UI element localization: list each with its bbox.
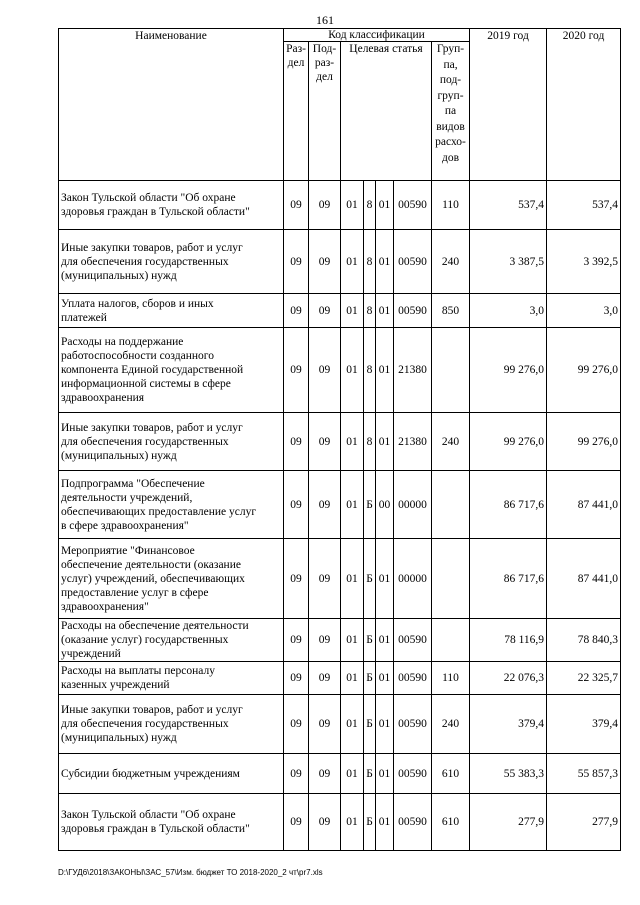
row-name-line: компонента Единой государственной [61,364,244,376]
row-section: 09 [284,662,309,695]
row-target-direction: 21380 [394,413,432,471]
table-row [59,539,621,619]
row-amount-2020: 99 276,0 [547,413,621,471]
row-target-direction: 00590 [394,619,432,662]
header-target-article: Целевая статья [341,42,432,181]
row-name [59,539,284,619]
row-section: 09 [284,754,309,794]
header-section: Раз- дел [284,42,309,181]
row-target-direction: 00590 [394,662,432,695]
row-name-line: обеспечивающих предоставление услуг [61,505,257,518]
row-name-line: здравоохранения" [61,600,149,613]
row-expense-group: 240 [432,413,470,471]
row-target-subprogram: Б [364,471,376,539]
row-target-program: 01 [341,413,364,471]
row-subsection: 09 [309,230,341,294]
table-row [59,619,621,662]
row-name [59,794,284,851]
table-body [59,181,621,851]
row-subsection: 09 [309,328,341,413]
row-name [59,413,284,471]
row-name-line: Расходы на выплаты персоналу [61,665,215,677]
table-header [59,29,621,181]
row-name-line: Иные закупки товаров, работ и услуг [61,421,243,434]
row-name [59,471,284,539]
row-amount-2020: 99 276,0 [547,328,621,413]
row-target-event: 01 [376,619,394,662]
table-row [59,754,621,794]
row-section: 09 [284,413,309,471]
row-amount-2020: 537,4 [547,181,621,230]
row-expense-group: 610 [432,794,470,851]
row-section: 09 [284,794,309,851]
row-name [59,294,284,328]
row-amount-2019: 99 276,0 [470,328,547,413]
row-amount-2019: 379,4 [470,695,547,754]
row-target-program: 01 [341,328,364,413]
row-target-subprogram: Б [364,539,376,619]
row-amount-2020: 3,0 [547,294,621,328]
row-expense-group [432,539,470,619]
row-target-program: 01 [341,230,364,294]
row-amount-2019: 86 717,6 [470,471,547,539]
row-name-line: для обеспечения государственных [61,435,229,448]
row-target-subprogram: 8 [364,413,376,471]
row-subsection: 09 [309,539,341,619]
row-target-program: 01 [341,794,364,851]
row-expense-group: 610 [432,754,470,794]
row-subsection: 09 [309,619,341,662]
row-target-subprogram: Б [364,662,376,695]
row-target-direction: 00000 [394,539,432,619]
row-name-line: Расходы на поддержание [61,336,184,348]
row-name-line: предоставление услуг в сфере [61,586,209,599]
row-amount-2020: 277,9 [547,794,621,851]
row-target-direction: 21380 [394,328,432,413]
row-expense-group [432,328,470,413]
row-amount-2019: 3 387,5 [470,230,547,294]
row-amount-2020: 87 441,0 [547,471,621,539]
row-target-event: 01 [376,413,394,471]
row-target-event: 01 [376,794,394,851]
row-amount-2020: 379,4 [547,695,621,754]
header-2020: 2020 год [547,29,621,181]
row-section: 09 [284,695,309,754]
row-amount-2020: 3 392,5 [547,230,621,294]
row-name-line: Мероприятие "Финансовое [61,544,195,557]
row-amount-2019: 22 076,3 [470,662,547,695]
row-name-line: (оказание услуг) государственных [61,634,229,646]
row-target-subprogram: Б [364,754,376,794]
row-name-line: обеспечение деятельности (оказание [61,558,241,571]
row-expense-group: 850 [432,294,470,328]
row-amount-2020: 87 441,0 [547,539,621,619]
row-target-subprogram: Б [364,794,376,851]
row-target-event: 01 [376,662,394,695]
table-row [59,662,621,695]
row-name [59,181,284,230]
row-subsection: 09 [309,662,341,695]
row-name-line: (муниципальных) нужд [61,732,177,744]
row-amount-2019: 86 717,6 [470,539,547,619]
row-target-event: 01 [376,294,394,328]
table-row [59,181,621,230]
table-row [59,413,621,471]
row-target-program: 01 [341,471,364,539]
row-target-direction: 00590 [394,294,432,328]
row-section: 09 [284,328,309,413]
row-name-line: здоровья граждан в Тульской области" [61,206,250,218]
row-target-direction: 00590 [394,794,432,851]
row-target-event: 01 [376,181,394,230]
row-subsection: 09 [309,181,341,230]
row-name [59,328,284,413]
row-target-subprogram: Б [364,619,376,662]
row-name-line: для обеспечения государственных [61,255,229,268]
row-amount-2019: 3,0 [470,294,547,328]
table-row [59,294,621,328]
row-target-program: 01 [341,539,364,619]
row-name-line: (муниципальных) нужд [61,269,177,282]
row-target-subprogram: Б [364,695,376,754]
row-amount-2019: 78 116,9 [470,619,547,662]
row-section: 09 [284,294,309,328]
row-amount-2019: 55 383,3 [470,754,547,794]
row-target-program: 01 [341,754,364,794]
row-section: 09 [284,539,309,619]
row-target-event: 00 [376,471,394,539]
table-row [59,328,621,413]
row-amount-2020: 22 325,7 [547,662,621,695]
row-expense-group: 110 [432,181,470,230]
row-target-program: 01 [341,294,364,328]
row-target-direction: 00590 [394,754,432,794]
row-subsection: 09 [309,695,341,754]
header-name: Наименование [59,29,284,181]
row-expense-group: 240 [432,695,470,754]
row-subsection: 09 [309,754,341,794]
row-name-line: (муниципальных) нужд [61,449,177,462]
row-name-line: работоспособности созданного [61,350,214,362]
row-target-program: 01 [341,181,364,230]
row-expense-group [432,619,470,662]
table-row [59,695,621,754]
row-section: 09 [284,471,309,539]
row-name-line: Иные закупки товаров, работ и услуг [61,704,243,716]
row-subsection: 09 [309,413,341,471]
row-target-program: 01 [341,662,364,695]
row-name-line: Уплата налогов, сборов и иных [61,297,214,310]
header-2019: 2019 год [470,29,547,181]
row-amount-2019: 277,9 [470,794,547,851]
row-name-line: информационной системы в сфере [61,378,231,390]
table-row [59,471,621,539]
row-target-subprogram: 8 [364,181,376,230]
page-number: 161 [316,13,334,27]
row-target-direction: 00590 [394,181,432,230]
row-target-direction: 00590 [394,230,432,294]
row-target-direction: 00590 [394,695,432,754]
row-name-line: здоровья граждан в Тульской области" [61,823,250,835]
row-name-line: деятельности учреждений, [61,491,193,504]
header-code-classification: Код классификации [284,29,470,42]
row-name [59,230,284,294]
row-name [59,754,284,794]
budget-table [58,28,621,851]
row-target-subprogram: 8 [364,328,376,413]
row-expense-group [432,471,470,539]
row-name-line: здравоохранения [61,392,145,404]
row-target-subprogram: 8 [364,294,376,328]
row-target-event: 01 [376,539,394,619]
header-subsection: Под- раз- дел [309,42,341,181]
row-target-event: 01 [376,230,394,294]
row-name-line: Субсидии бюджетным учреждениям [61,767,240,780]
row-target-event: 01 [376,695,394,754]
row-name-line: услуг) учреждений, обеспечивающих [61,572,245,585]
row-name-line: Закон Тульской области "Об охране [61,809,236,821]
row-name-line: казенных учреждений [61,679,170,691]
row-target-event: 01 [376,754,394,794]
table-row [59,230,621,294]
row-name-line: для обеспечения государственных [61,718,229,730]
row-name-line: в сфере здравоохранения" [61,519,189,532]
row-expense-group: 240 [432,230,470,294]
row-target-subprogram: 8 [364,230,376,294]
row-name-line: Закон Тульской области "Об охране [61,192,236,204]
row-section: 09 [284,619,309,662]
row-target-event: 01 [376,328,394,413]
row-expense-group: 110 [432,662,470,695]
row-amount-2020: 78 840,3 [547,619,621,662]
header-expense-group: Груп- па, под- груп- па видов расхо- дов [432,42,470,181]
row-name-line: платежей [61,311,107,324]
row-subsection: 09 [309,471,341,539]
row-name-line: Расходы на обеспечение деятельности [61,620,249,632]
row-name-line: учреждений [61,648,121,660]
row-subsection: 09 [309,294,341,328]
row-name-line: Иные закупки товаров, работ и услуг [61,241,243,254]
row-amount-2019: 537,4 [470,181,547,230]
row-name [59,695,284,754]
row-target-program: 01 [341,619,364,662]
table-row [59,794,621,851]
row-target-program: 01 [341,695,364,754]
row-target-direction: 00000 [394,471,432,539]
row-amount-2020: 55 857,3 [547,754,621,794]
row-amount-2019: 99 276,0 [470,413,547,471]
row-section: 09 [284,181,309,230]
row-name [59,662,284,695]
file-path: D:\ГУД6\2018\ЗАКОНЫ\ЗАС_57\Изм. бюджет ТО 2018-2020_2 чт\pr7.xls [58,868,323,877]
row-name-line: Подпрограмма "Обеспечение [61,477,205,490]
row-subsection: 09 [309,794,341,851]
row-section: 09 [284,230,309,294]
row-name [59,619,284,662]
